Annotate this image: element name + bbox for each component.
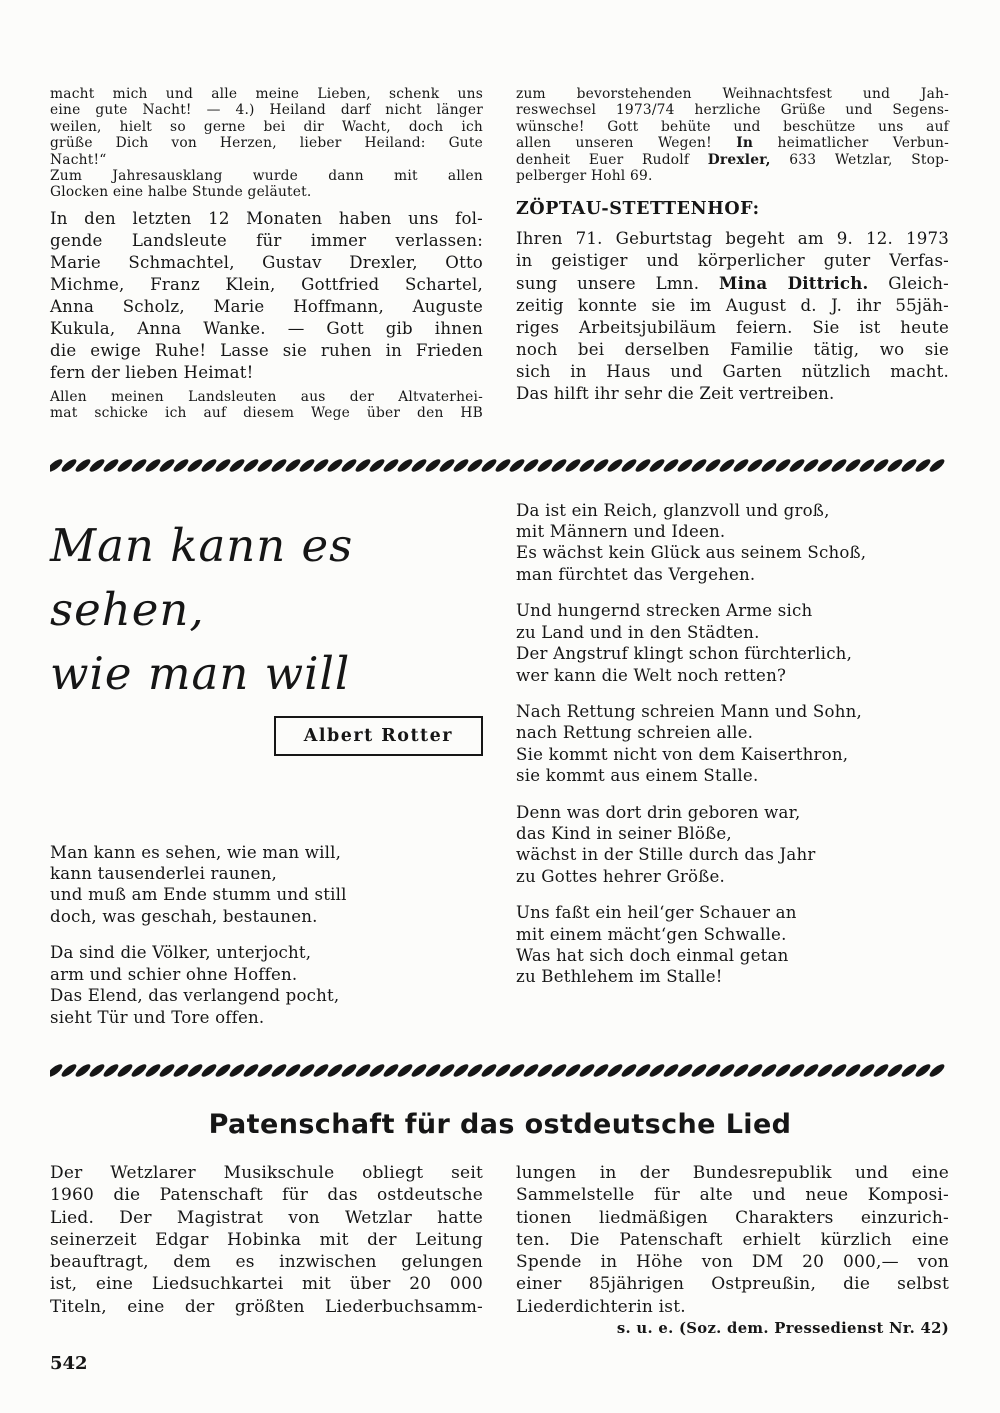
top-left-column	[50, 86, 483, 422]
text-line: ist, eine Liedsuchkartei mit über 20 000	[50, 1274, 483, 1295]
poem-line: mit einem mächt‘gen Schwalle.	[516, 924, 787, 944]
text-line: in geistiger und körperlicher guter Verfas-	[516, 251, 949, 271]
text-line: Lied. Der Magistrat von Wetzlar hatte	[50, 1207, 483, 1228]
poem-stanza	[50, 942, 483, 1028]
text-line: Zum Jahresausklang wurde dann mit allen	[50, 168, 483, 185]
article-section	[50, 1162, 950, 1337]
poem-stanzas-right	[516, 500, 949, 988]
page-number: 542	[50, 1352, 88, 1374]
author-box	[274, 716, 483, 756]
poem-line: Nach Rettung schreien Mann und Sohn,	[516, 701, 862, 721]
text-line: Das hilft ihr sehr die Zeit vertreiben.	[516, 384, 835, 404]
poem-line: Uns faßt ein heil‘ger Schauer an	[516, 903, 797, 923]
text-line: macht mich und alle meine Lieben, schenk uns	[50, 86, 483, 102]
poem-line: doch, was geschah, bestaunen.	[50, 906, 318, 926]
poem-line: Was hat sich doch einmal getan	[516, 945, 789, 965]
article-right-column	[516, 1162, 949, 1337]
poem-line: das Kind in seiner Blöße,	[516, 823, 732, 843]
paragraph-bells	[50, 168, 483, 201]
text-line: ten. Die Patenschaft erhielt kürzlich eine	[516, 1229, 949, 1250]
wavy-divider	[50, 1063, 950, 1079]
poem-line: man fürchtet das Vergehen.	[516, 564, 756, 584]
poem-title-line2: wie man will	[50, 646, 351, 700]
poem-line: zu Gottes hehrer Größe.	[516, 866, 726, 886]
text-line: sich in Haus und Garten nützlich macht.	[516, 362, 949, 382]
poem-line: Es wächst kein Glück aus seinem Schoß,	[516, 543, 867, 563]
text-line: Sammelstelle für alte und neue Komposi-	[516, 1185, 949, 1206]
text-line: die ewige Ruhe! Lasse sie ruhen in Frieden	[50, 340, 483, 360]
text-line: zum bevorstehenden Weihnachtsfest und Jah-	[516, 86, 949, 102]
poem-line: Da sind die Völker, unterjocht,	[50, 943, 312, 963]
text-line: beauftragt, dem es inzwischen gelungen	[50, 1252, 483, 1273]
poem-title	[50, 514, 483, 706]
text-line: Kukula, Anna Wanke. — Gott gib ihnen	[50, 318, 483, 338]
text-line: riges Arbeitsjubiläum feiern. Sie ist heute	[516, 318, 949, 338]
text-line: Anna Scholz, Marie Hoffmann, Auguste	[50, 296, 483, 316]
poem-line: arm und schier ohne Hoffen.	[50, 964, 298, 984]
author-name: Albert Rotter	[303, 725, 453, 746]
poem-line: Der Angstruf klingt schon fürchterlich,	[516, 644, 853, 664]
poem-line: Da ist ein Reich, glanzvoll und groß,	[516, 500, 830, 520]
article-title: Patenschaft für das ostdeutsche Lied	[208, 1108, 792, 1140]
text-line: sung unsere Lmn. Mina Dittrich. Gleich-	[516, 273, 949, 294]
text-line: eine gute Nacht! — 4.) Heiland darf nicht länger	[50, 102, 483, 119]
top-right-column	[516, 86, 949, 422]
top-section	[50, 86, 950, 422]
poem-line: und muß am Ende stumm und still	[50, 885, 347, 905]
text-line: reswechsel 1973/74 herzliche Grüße und Segens-	[516, 102, 949, 119]
poem-right-column	[516, 474, 949, 1043]
poem-left-column	[50, 474, 483, 1043]
text-line: grüße Dich von Herzen, lieber Heiland: Gute	[50, 135, 483, 152]
text-line: Der Wetzlarer Musikschule obliegt seit	[50, 1162, 483, 1183]
text-line: 1960 die Patenschaft für das ostdeutsche	[50, 1185, 483, 1206]
poem-line: wer kann die Welt noch retten?	[516, 665, 787, 685]
text-line: Allen meinen Landsleuten aus der Altvaterhei-	[50, 388, 483, 405]
poem-line: wächst in der Stille durch das Jahr	[516, 845, 816, 865]
poem-stanzas-left	[50, 842, 483, 1028]
text-line: denheit Euer Rudolf Drexler, 633 Wetzlar, Stop-	[516, 151, 949, 168]
text-line: gende Landsleute für immer verlassen:	[50, 230, 483, 250]
poem-stanza	[516, 600, 949, 686]
text-line: Glocken eine halbe Stunde geläutet.	[50, 184, 312, 201]
text-line: Spende in Höhe von DM 20 000,— von	[516, 1252, 949, 1273]
paragraph-birthday	[516, 228, 949, 405]
article-paragraph-start	[50, 1162, 483, 1318]
poem-line: Sie kommt nicht von dem Kaiserthron,	[516, 744, 849, 764]
text-line: seinerzeit Edgar Hobinka mit der Leitung	[50, 1229, 483, 1250]
text-line: Titeln, eine der größten Liederbuchsamm-	[50, 1296, 483, 1317]
poem-line: Man kann es sehen, wie man will,	[50, 842, 342, 862]
text-line: Liederdichterin ist.	[516, 1296, 686, 1317]
text-line: Marie Schmachtel, Gustav Drexler, Otto	[50, 252, 483, 272]
paragraph-greeting	[50, 86, 483, 168]
poem-stanza	[516, 500, 949, 586]
text-line: mat schicke ich auf diesem Wege über den HB	[50, 405, 483, 422]
poem-line: nach Rettung schreien alle.	[516, 723, 754, 743]
section-heading-zoeptau: ZÖPTAU-STETTENHOF:	[516, 199, 760, 220]
poem-line: kann tausenderlei raunen,	[50, 864, 277, 884]
text-line: Michme, Franz Klein, Gottfried Schartel,	[50, 274, 483, 294]
wavy-divider	[50, 458, 950, 474]
text-line: einer 85jährigen Ostpreußin, die selbst	[516, 1274, 949, 1295]
poem-line: sieht Tür und Tore offen.	[50, 1007, 265, 1027]
poem-line: mit Männern und Ideen.	[516, 522, 726, 542]
poem-stanza	[516, 701, 949, 787]
poem-line: zu Land und in den Städten.	[516, 622, 760, 642]
poem-line: sie kommt aus einem Stalle.	[516, 766, 759, 786]
text-line: Ihren 71. Geburtstag begeht am 9. 12. 1973	[516, 229, 949, 249]
article-paragraph-end	[516, 1162, 949, 1318]
text-line: Nacht!“	[50, 151, 107, 168]
poem-line: zu Bethlehem im Stalle!	[516, 967, 723, 987]
paragraph-obituary	[50, 208, 483, 384]
text-line: allen unseren Wegen! In heimatlicher Verbun-	[516, 135, 949, 152]
poem-section	[50, 474, 950, 1043]
poem-stanza	[516, 802, 949, 888]
poem-stanza	[516, 902, 949, 988]
paragraph-wishes-start	[50, 389, 483, 422]
text-line: pelberger Hohl 69.	[516, 168, 653, 185]
poem-line: Denn was dort drin geboren war,	[516, 802, 801, 822]
text-line: fern der lieben Heimat!	[50, 362, 254, 382]
text-line: tionen liedmäßigen Charakters einzurich-	[516, 1207, 949, 1228]
text-line: weilen, hielt so gerne bei dir Wacht, doch ich	[50, 118, 483, 135]
poem-line: Das Elend, das verlangend pocht,	[50, 986, 340, 1006]
article-left-column	[50, 1162, 483, 1337]
text-line: noch bei derselben Familie tätig, wo sie	[516, 340, 949, 360]
text-line: wünsche! Gott behüte und beschütze uns auf	[516, 118, 949, 135]
text-line: zeitig konnte sie im August d. J. ihr 55jäh-	[516, 296, 949, 316]
poem-line: Und hungernd strecken Arme sich	[516, 601, 813, 621]
poem-title-line1: Man kann es sehen,	[50, 518, 354, 636]
paragraph-wishes-end	[516, 86, 949, 184]
text-line: In den letzten 12 Monaten haben uns fol-	[50, 208, 483, 228]
poem-stanza	[50, 842, 483, 928]
text-line: lungen in der Bundesrepublik und eine	[516, 1162, 949, 1183]
article-credit: s. u. e. (Soz. dem. Pressedienst Nr. 42)	[616, 1319, 949, 1337]
